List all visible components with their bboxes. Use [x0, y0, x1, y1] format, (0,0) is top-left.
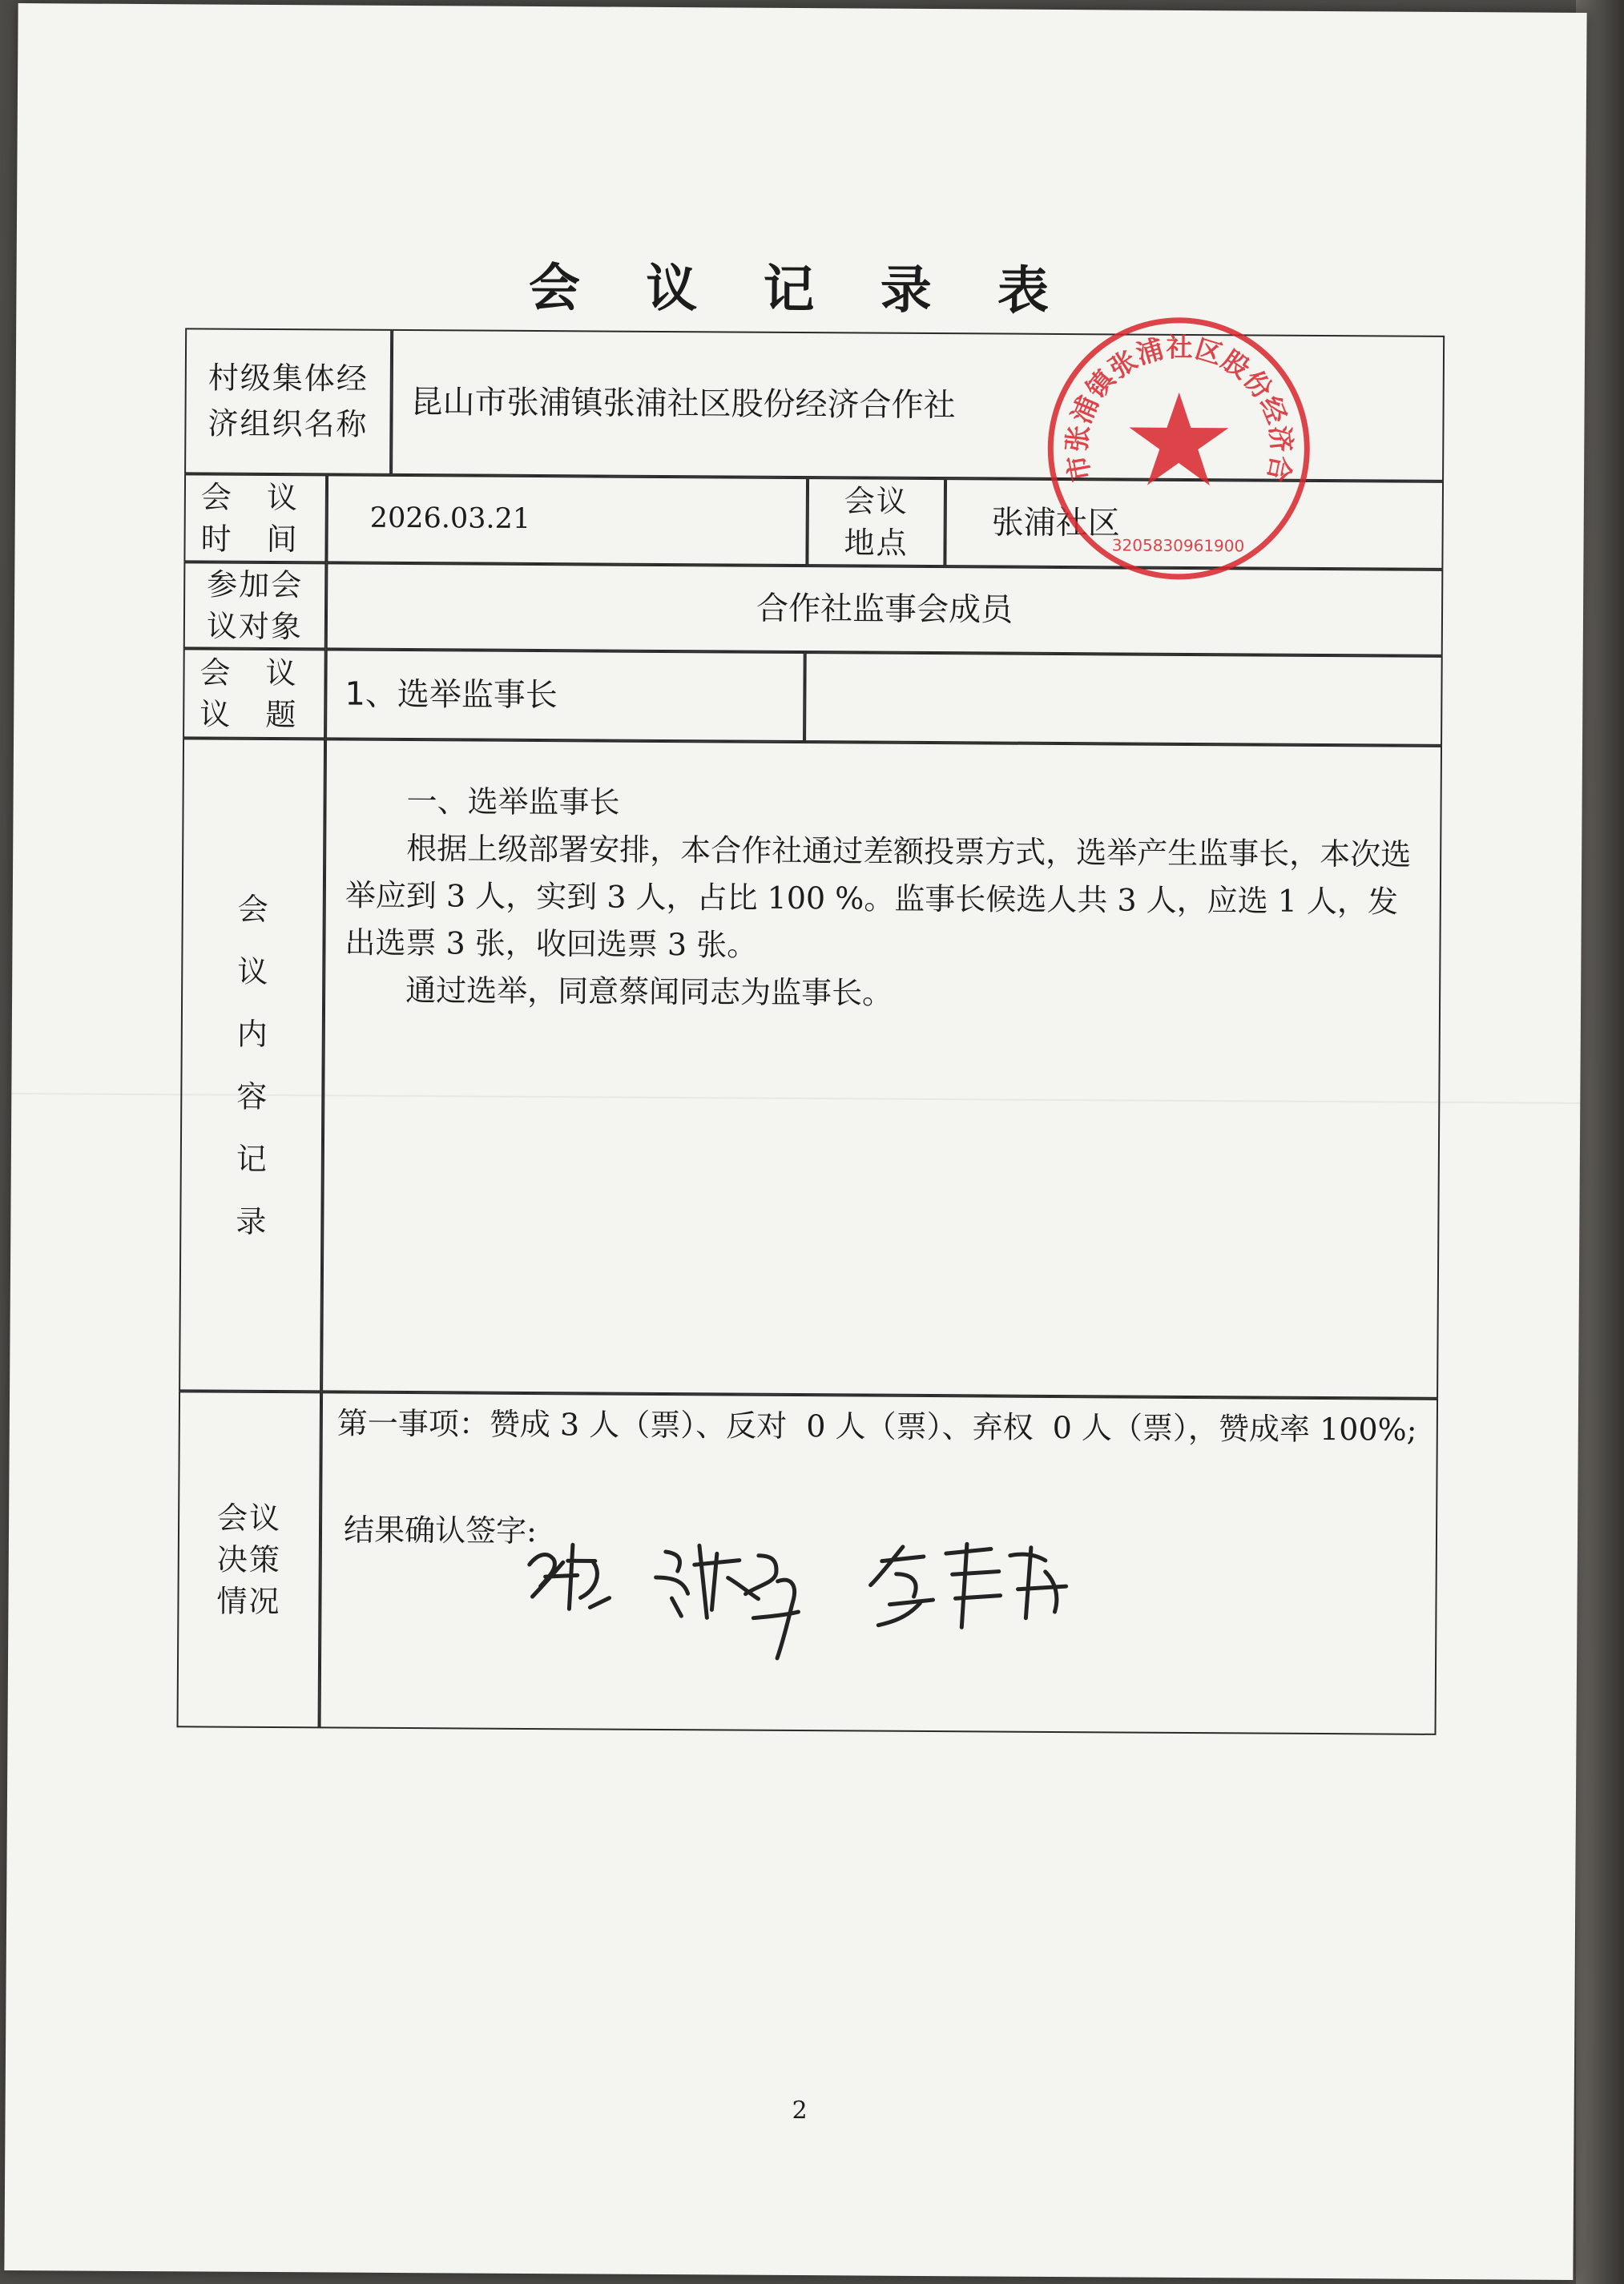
org-name-value: 昆山市张浦镇张浦社区股份经济合作社	[391, 329, 1445, 481]
topic-label: 会 议 议 题	[183, 648, 326, 739]
meeting-time-label: 会 议 时 间	[183, 473, 327, 562]
topic-value: 1、选举监事长	[325, 649, 805, 742]
content-label-char: 容	[236, 1078, 268, 1114]
page-number: 2	[792, 2096, 808, 2125]
meeting-time-value: 2026.03.21	[326, 474, 808, 566]
decision-label: 会议 决策 情况	[177, 1391, 322, 1728]
seal-text: 昆山市张浦镇张浦社区股份经济合作社	[1060, 331, 1298, 486]
content-label-char: 录	[236, 1203, 267, 1239]
meeting-location-label: 会议 地点	[807, 477, 945, 566]
content-label-char: 内	[236, 1016, 268, 1052]
content-heading: 一、选举监事长	[406, 783, 620, 820]
attendees-label: 参加会议对象	[183, 562, 327, 649]
content-text	[345, 778, 1421, 1021]
official-seal	[1040, 310, 1318, 588]
topic-empty-cell	[804, 652, 1443, 746]
content-label	[179, 738, 325, 1392]
content-paragraph: 通过选举，同意蔡闻同志为监事长。	[405, 973, 893, 1011]
document-page	[4, 3, 1586, 2280]
content-label-char: 记	[236, 1141, 267, 1177]
page-title: 会 议 记 录 表	[528, 258, 1074, 322]
attendees-value: 合作社监事会成员	[326, 562, 1444, 656]
meeting-location-value: 张浦社区	[945, 478, 1444, 570]
content-paragraph: 根据上级部署安排，本合作社通过差额投票方式，选举产生监事长，本次选举应到 3 人，实到 3 人，占比 100 %。监事长候选人共 3 人，应选 1 人，发出选票 3 张，收回选票 3 张。	[345, 831, 1412, 963]
content-cell	[321, 739, 1442, 1399]
seal-code: 3205830961900	[1111, 535, 1245, 556]
content-label-char: 会	[237, 891, 268, 927]
org-name-label: 村级集体经济组织名称	[184, 328, 392, 475]
decision-text: 第一事项：赞成 3 人（票）、反对 0 人（票）、弃权 0 人（票），赞成率 100%;	[336, 1405, 1417, 1448]
signature-label: 结果确认签字:	[343, 1512, 537, 1549]
handwritten-signatures	[513, 1521, 1171, 1709]
content-label-char: 议	[237, 953, 268, 989]
